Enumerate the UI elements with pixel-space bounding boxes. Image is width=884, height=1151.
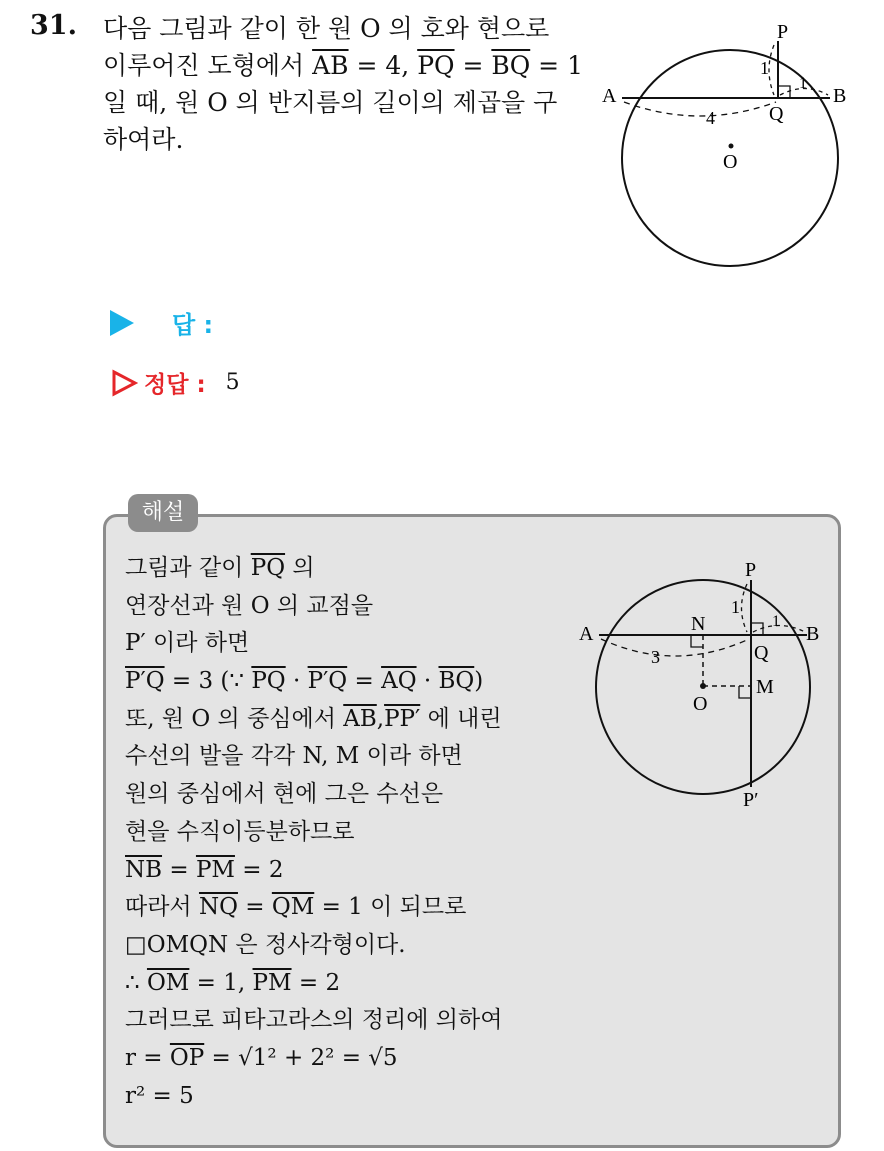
answer-row	[110, 305, 213, 340]
label-a: A	[579, 623, 594, 645]
text-run: P′ 이라 하면	[125, 630, 250, 657]
text-run: 일 때, 원 O 의 반지름의 길이의 제곱을 구	[103, 88, 558, 117]
answer-label: 답 :	[172, 311, 214, 339]
segment-name: $\overline{NB}$	[125, 856, 163, 883]
segment-name: $\overline{OM}$	[146, 969, 190, 996]
label-n: N	[691, 613, 706, 635]
segment-name: $\overline{QM}$	[271, 894, 315, 921]
label-o: O	[723, 151, 738, 173]
text-run: 에 내린	[420, 705, 502, 732]
label-q: Q	[754, 642, 769, 664]
solution-line	[125, 814, 585, 852]
solution-line	[125, 550, 585, 588]
text-run: =	[162, 856, 196, 883]
text-run: 그러므로 피타고라스의 정리에 의하여	[125, 1007, 503, 1034]
dim-aq	[624, 102, 776, 116]
label-b: B	[806, 623, 820, 645]
text-run: ·	[416, 668, 439, 695]
segment-name: $\overline{PM}$	[195, 856, 235, 883]
text-run: ∴	[125, 969, 147, 996]
solution-line	[125, 701, 585, 739]
label-o: O	[693, 693, 708, 715]
text-run: r² = 5	[125, 1082, 194, 1109]
segment-name: PP′	[384, 705, 421, 732]
label-p: P	[745, 559, 757, 581]
solution-line	[125, 965, 585, 1003]
text-run: 연장선과 원 O 의 교점을	[125, 592, 374, 619]
text-run: = 1 이 되므로	[314, 894, 467, 921]
label-pq-length: 1	[731, 597, 740, 617]
solution-line	[125, 927, 585, 965]
segment-name: $\overline{BQ}$	[491, 51, 531, 80]
text-run: 현을 수직이등분하므로	[125, 818, 355, 845]
label-p: P	[777, 21, 789, 43]
play-icon	[110, 310, 134, 336]
segment-name: P′Q	[125, 668, 165, 695]
segment-name: $\overline{PM}$	[252, 969, 292, 996]
solution-line	[125, 1040, 585, 1078]
text-run: = 2	[291, 969, 341, 996]
text-run: = 4,	[348, 51, 418, 80]
correct-answer-value: 5	[225, 370, 240, 395]
text-run: = √1² + 2² = √5	[204, 1044, 398, 1071]
solution-tag: 해설	[128, 494, 198, 532]
text-run: 따라서	[125, 894, 199, 921]
label-pq-length: 1	[760, 58, 769, 78]
problem-line	[103, 121, 588, 158]
label-aq-length: 4	[706, 108, 715, 128]
text-run: ,	[376, 705, 385, 732]
text-run: =	[347, 668, 382, 695]
solution-line	[125, 738, 585, 776]
segment-name: $\overline{NQ}$	[198, 894, 238, 921]
problem-line	[103, 47, 588, 84]
solution-line	[125, 1002, 585, 1040]
segment-name: $\overline{AQ}$	[381, 668, 417, 695]
solution-line	[125, 588, 585, 626]
center-dot	[700, 683, 706, 689]
text-run: 다음 그림과 같이 한 원 O 의 호와 현으로	[103, 14, 550, 43]
text-run: =	[454, 51, 492, 80]
solution-line	[125, 852, 585, 890]
play-outline-icon	[110, 369, 138, 397]
text-run: = 3 (∵	[164, 668, 252, 695]
solution-line	[125, 625, 585, 663]
dim-aq	[601, 639, 749, 656]
segment-name: $\overline{PQ}$	[417, 51, 455, 80]
right-angle-n	[691, 635, 703, 647]
problem-line	[103, 84, 588, 121]
solution-text	[125, 550, 585, 1115]
label-m: M	[756, 676, 774, 698]
figure-problem	[600, 18, 870, 268]
text-run: 이루어진 도형에서	[103, 51, 313, 80]
segment-name: P′Q	[307, 668, 348, 695]
solution-line	[125, 1078, 585, 1116]
label-qb-length: 1	[772, 613, 780, 630]
text-run: 수선의 발을 각각 N, M 이라 하면	[125, 743, 463, 770]
label-qb-length: 1	[799, 75, 807, 92]
dim-pq	[769, 45, 774, 95]
text-run: r =	[125, 1044, 170, 1071]
right-angle-m	[739, 686, 751, 698]
question-text	[103, 10, 588, 158]
solution-line	[125, 663, 585, 701]
problem-line	[103, 10, 588, 47]
text-run: □OMQN 은 정사각형이다.	[125, 931, 406, 958]
question-number: 31.	[30, 10, 77, 41]
figure-solution	[575, 555, 825, 815]
segment-name: $\overline{BQ}$	[438, 668, 475, 695]
text-run: 의	[285, 555, 315, 581]
text-run: 그림과 같이	[125, 555, 251, 581]
label-p-prime: P′	[743, 789, 759, 811]
label-aq-length: 3	[651, 647, 660, 667]
segment-name: $\overline{AB}$	[312, 51, 349, 80]
segment-name: $\overline{PQ}$	[251, 668, 286, 695]
label-a: A	[602, 85, 617, 107]
solution-line	[125, 776, 585, 814]
text-run: = 1	[530, 51, 583, 80]
correct-answer-label: 정답 :	[144, 372, 206, 398]
text-run: =	[237, 894, 272, 921]
label-q: Q	[769, 103, 784, 125]
text-run: 하여라.	[103, 125, 184, 154]
solution-line	[125, 889, 585, 927]
text-run: ·	[285, 668, 308, 695]
text-run: 원의 중심에서 현에 그은 수선은	[125, 781, 444, 808]
text-run: 또, 원 O 의 중심에서	[125, 705, 344, 732]
correct-answer-row	[110, 366, 240, 399]
center-dot	[729, 144, 734, 149]
text-run: = 1,	[189, 969, 253, 996]
text-run: )	[474, 668, 484, 695]
segment-name: $\overline{PQ}$	[250, 555, 286, 581]
label-b: B	[833, 85, 847, 107]
text-run: = 2	[234, 856, 284, 883]
segment-name: $\overline{OP}$	[169, 1044, 205, 1071]
dim-pq	[742, 584, 748, 632]
segment-name: $\overline{AB}$	[343, 705, 377, 732]
